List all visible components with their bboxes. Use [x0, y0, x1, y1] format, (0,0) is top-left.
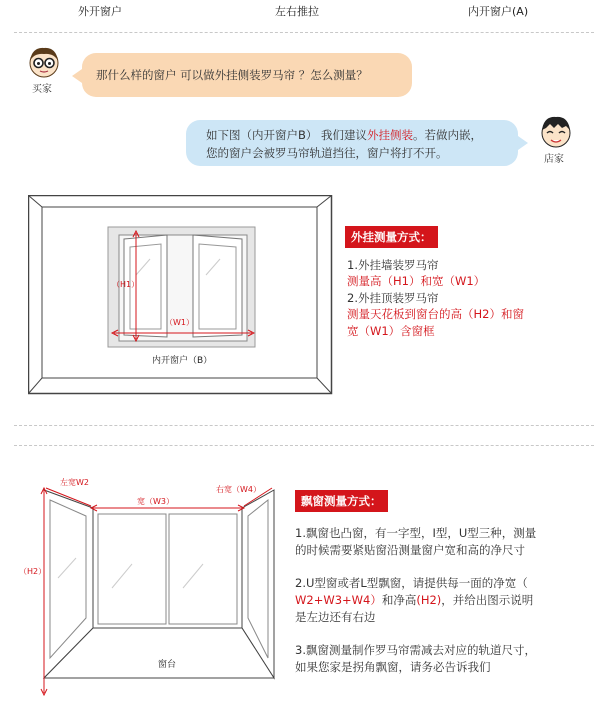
bay-para2-mid: 和净高: [381, 593, 417, 607]
buyer-question-text: 那什么样的窗户 可以做外挂侧装罗马帘 ？怎么测量？: [96, 68, 368, 82]
buyer-avatar-icon: [26, 44, 62, 80]
bay-para2-end: ，并给出图示说明: [441, 593, 534, 607]
shop-answer-part1: 如下图（内开窗户B） 我们建议: [206, 128, 368, 142]
middle-divider-1: [14, 425, 594, 426]
dimension-w4-label: 右宽（W4）: [216, 485, 261, 494]
shop-answer-highlight: 外挂侧装: [367, 128, 414, 142]
outer-mount-line4: 测量天花板到窗台的高（H2）和窗: [347, 307, 524, 321]
shop-answer-line2: 您的窗户会被罗马帘轨道挡往，窗户将打不开。: [206, 146, 448, 160]
bay-para3-line2: 如果您家是拐角飘窗，请务必告诉我们: [295, 660, 491, 674]
outer-mount-line5: 宽（W1）含窗框: [347, 324, 435, 338]
shop-label: 店家: [544, 154, 564, 165]
bay-window-diagram: [28, 478, 290, 704]
bay-window-title: 飘窗测量方式：: [295, 490, 388, 512]
shop-answer-bubble: [186, 120, 518, 166]
bay-para3-line1: 3.飘窗测量制作罗马帘需减去对应的轨道尺寸，: [295, 643, 536, 657]
dimension-h1-label: （H1）: [112, 280, 140, 289]
outer-mount-line3: 2.外挂顶装罗马帘: [347, 291, 439, 305]
buyer-question-bubble: [82, 53, 412, 97]
outer-mount-line1: 1.外挂墙装罗马帘: [347, 258, 439, 272]
shop-answer-part2: 。若做内嵌，: [413, 128, 483, 142]
outer-mount-line2: 测量高（H1）和宽（W1）: [347, 274, 486, 288]
shop-avatar-icon: [538, 114, 574, 150]
dimension-w2-label: 左宽W2: [60, 478, 89, 487]
window-sill-label: 窗台: [158, 660, 177, 670]
dimension-w3-label: 宽（W3）: [137, 497, 174, 506]
top-divider: [14, 32, 594, 33]
buyer-label: 买家: [32, 84, 52, 95]
middle-divider-2: [14, 445, 594, 446]
bay-para1-line2: 的时候需要紧贴窗沿测量窗户宽和高的净尺寸: [295, 543, 525, 557]
dimension-w1-label: （W1）: [165, 318, 194, 327]
bay-para2-height: (H2): [416, 593, 442, 607]
dimension-h2-label: （H2）: [19, 567, 47, 576]
tab-inward-window-a: 内开窗户(A): [468, 5, 529, 18]
figure1-caption: 内开窗户（B）: [152, 356, 213, 366]
tab-outward-window: 外开窗户: [78, 5, 122, 18]
tab-sliding-window: 左右推拉: [275, 5, 319, 18]
bay-para2-width-formula: W2+W3+W4）: [295, 593, 382, 607]
bay-para2-line3: 是左边还有右边: [295, 610, 376, 624]
bay-para2-line1: 2.U型窗或者L型飘窗，请提供每一面的净宽（: [295, 576, 528, 590]
shop-answer-line1: [206, 126, 482, 144]
outer-mount-title: 外挂测量方式：: [345, 226, 438, 248]
bay-para1-line1: 1.飘窗也凸窗，有一字型，I型，U型三种，测量: [295, 526, 537, 540]
